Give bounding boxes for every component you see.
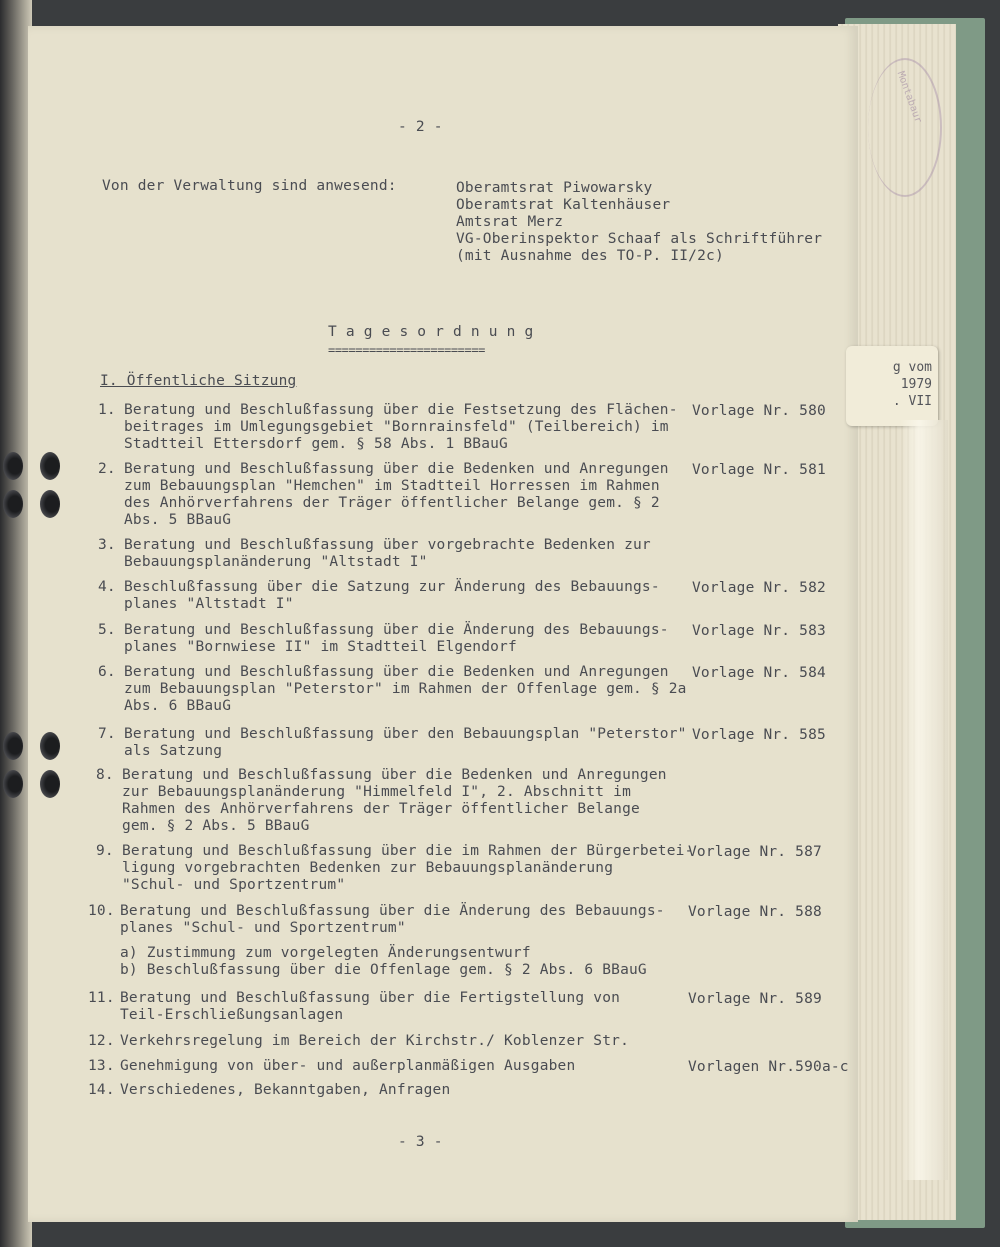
agenda-item-text: planes "Altstadt I" [124, 596, 294, 612]
attendee-1: Oberamtsrat Piwowarsky [456, 180, 653, 196]
agenda-item-reference: Vorlagen Nr.590a-c [688, 1059, 849, 1075]
agenda-item-text: Beratung und Beschlußfassung über die Bedenken und Anregungen [122, 767, 667, 783]
agenda-item-text: Bebauungsplanänderung "Altstadt I" [124, 554, 428, 570]
agenda-item-number: 1. [98, 402, 116, 418]
agenda-item-number: 10. [88, 903, 115, 919]
agenda-item-number: 5. [98, 622, 116, 638]
agenda-item-text: planes "Schul- und Sportzentrum" [120, 920, 406, 936]
agenda-item-text: beitrages im Umlegungsgebiet "Bornrainsfeld" (Teilbereich) im [124, 419, 669, 435]
agenda-item-number: 9. [96, 843, 114, 859]
page-number-footer: - 3 - [398, 1134, 443, 1150]
index-tab [846, 346, 938, 426]
agenda-item-reference: Vorlage Nr. 589 [688, 991, 822, 1007]
agenda-item-number: 4. [98, 579, 116, 595]
agenda-item-number: 13. [88, 1058, 115, 1074]
agenda-item-text: des Anhörverfahrens der Träger öffentlicher Belange gem. § 2 [124, 495, 660, 511]
agenda-item-text: a) Zustimmung zum vorgelegten Änderungsentwurf [120, 945, 531, 961]
agenda-item-text: zum Bebauungsplan "Peterstor" im Rahmen der Offenlage gem. § 2a [124, 681, 687, 697]
agenda-item-text: Teil-Erschließungsanlagen [120, 1007, 344, 1023]
punch-hole [40, 452, 60, 480]
agenda-item-number: 14. [88, 1082, 115, 1098]
agenda-item-text: Verschiedenes, Bekanntgaben, Anfragen [120, 1082, 451, 1098]
attendee-2: Oberamtsrat Kaltenhäuser [456, 197, 671, 213]
agenda-item-reference: Vorlage Nr. 580 [692, 403, 826, 419]
index-tab-line-1: g vom [892, 360, 932, 375]
agenda-item-number: 2. [98, 461, 116, 477]
punch-hole [3, 770, 23, 798]
agenda-item-text: Beratung und Beschlußfassung über die Festsetzung des Flächen- [124, 402, 678, 418]
agenda-item-reference: Vorlage Nr. 581 [692, 462, 826, 478]
agenda-title: T a g e s o r d n u n g [328, 324, 534, 340]
agenda-item-text: gem. § 2 Abs. 5 BBauG [122, 818, 310, 834]
agenda-item-number: 3. [98, 537, 116, 553]
attendee-5: (mit Ausnahme des TO-P. II/2c) [456, 248, 724, 264]
agenda-item-text: Beratung und Beschlußfassung über die Fertigstellung von [120, 990, 621, 1006]
agenda-item-reference: Vorlage Nr. 588 [688, 904, 822, 920]
agenda-item-reference: Vorlage Nr. 582 [692, 580, 826, 596]
agenda-item-reference: Vorlage Nr. 584 [692, 665, 826, 681]
punch-hole [3, 490, 23, 518]
agenda-item-number: 8. [96, 767, 114, 783]
adhesive-tape [900, 420, 948, 1180]
agenda-item-reference: Vorlage Nr. 583 [692, 623, 826, 639]
agenda-item-text: Beratung und Beschlußfassung über die Bedenken und Anregungen [124, 664, 669, 680]
punch-hole [3, 452, 23, 480]
agenda-item-text: Beratung und Beschlußfassung über die Änderung des Bebauungs- [120, 903, 665, 919]
agenda-item-text: Beschlußfassung über die Satzung zur Änderung des Bebauungs- [124, 579, 660, 595]
agenda-item-number: 12. [88, 1033, 115, 1049]
agenda-item-text: Beratung und Beschlußfassung über vorgebrachte Bedenken zur [124, 537, 651, 553]
agenda-item-text: als Satzung [124, 743, 223, 759]
index-tab-line-2: 1979 [900, 377, 932, 392]
agenda-item-text: Genehmigung von über- und außerplanmäßigen Ausgaben [120, 1058, 576, 1074]
attendance-label: Von der Verwaltung sind anwesend: [102, 178, 397, 194]
agenda-item-text: zur Bebauungsplanänderung "Himmelfeld I", 2. Abschnitt im [122, 784, 631, 800]
agenda-item-text: Beratung und Beschlußfassung über den Bebauungsplan "Peterstor" [124, 726, 687, 742]
agenda-item-text: Beratung und Beschlußfassung über die im Rahmen der Bürgerbetei- [122, 843, 694, 859]
agenda-item-text: planes "Bornwiese II" im Stadtteil Elgendorf [124, 639, 517, 655]
agenda-item-text: zum Bebauungsplan "Hemchen" im Stadtteil Horressen im Rahmen [124, 478, 660, 494]
agenda-item-text: ligung vorgebrachten Bedenken zur Bebauungsplanänderung [122, 860, 614, 876]
punch-hole [40, 490, 60, 518]
agenda-item-number: 7. [98, 726, 116, 742]
punch-hole [40, 732, 60, 760]
agenda-title-underline: ======================= [328, 343, 485, 357]
agenda-item-text: "Schul- und Sportzentrum" [122, 877, 346, 893]
agenda-item-number: 6. [98, 664, 116, 680]
agenda-item-text: Beratung und Beschlußfassung über die Bedenken und Anregungen [124, 461, 669, 477]
agenda-item-text: Rahmen des Anhörverfahrens der Träger öffentlicher Belange [122, 801, 640, 817]
agenda-item-text: b) Beschlußfassung über die Offenlage gem. § 2 Abs. 6 BBauG [120, 962, 647, 978]
punch-hole [40, 770, 60, 798]
agenda-item-text: Abs. 6 BBauG [124, 698, 232, 714]
agenda-item-text: Stadtteil Ettersdorf gem. § 58 Abs. 1 BBauG [124, 436, 508, 452]
section-title: I. Öffentliche Sitzung [100, 373, 297, 389]
attendee-3: Amtsrat Merz [456, 214, 564, 230]
stamp-seal-text: Montabaur [894, 70, 924, 125]
agenda-item-number: 11. [88, 990, 115, 1006]
agenda-item-text: Verkehrsregelung im Bereich der Kirchstr./ Koblenzer Str. [120, 1033, 629, 1049]
agenda-item-text: Beratung und Beschlußfassung über die Änderung des Bebauungs- [124, 622, 669, 638]
punch-hole [3, 732, 23, 760]
attendee-4: VG-Oberinspektor Schaaf als Schriftführer [456, 231, 823, 247]
agenda-item-text: Abs. 5 BBauG [124, 512, 232, 528]
agenda-item-reference: Vorlage Nr. 587 [688, 844, 822, 860]
index-tab-line-3: . VII [892, 394, 932, 409]
page-number-header: - 2 - [398, 119, 443, 135]
agenda-item-reference: Vorlage Nr. 585 [692, 727, 826, 743]
